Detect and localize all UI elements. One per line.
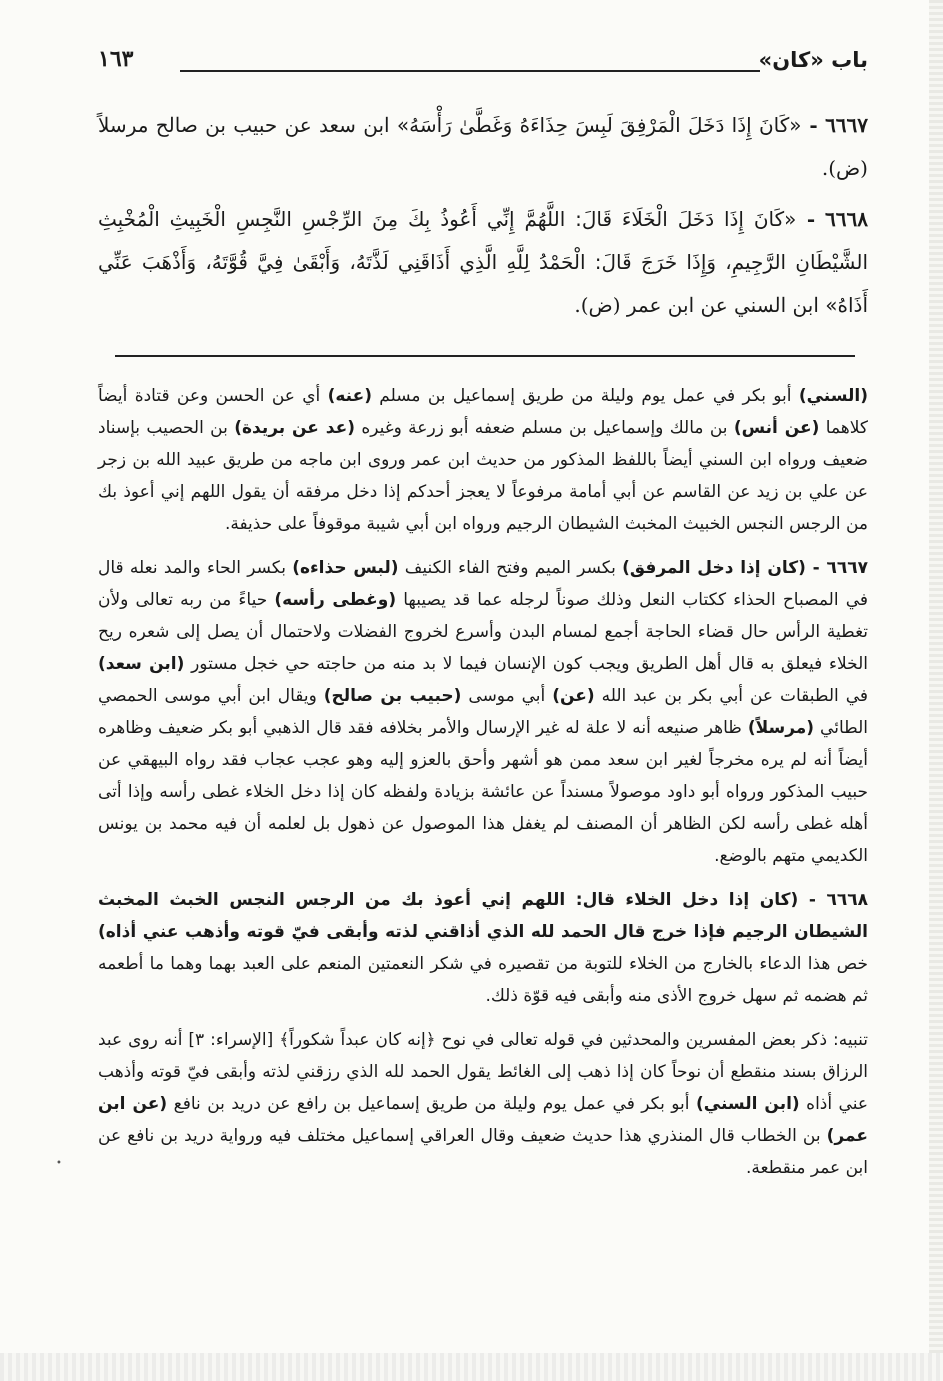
commentary-lemma: (عنه) (327, 386, 372, 406)
hadith-text-block (98, 104, 868, 335)
page-number: ١٦٣ (98, 46, 134, 72)
hadith-number: ٦٦٦٨ (825, 207, 869, 231)
commentary-lemma: (عن ابن عمر) (98, 1094, 868, 1146)
commentary-paragraph (98, 884, 868, 1012)
commentary-lemma: ٦٦٦٨ - (كان إذا دخل الخلاء قال: اللهم إني أعوذ بك من الرجس النجس الخبث المخبث الشيطان الرجيم فإذا خرج قال الحمد لله الذي أذاقني لذته وأبقى فيّ قوته وأذهب عني أذاه) (98, 890, 868, 942)
commentary-text: خص هذا الدعاء بالخارج من الخلاء للتوبة من تقصيره في شكر النعمتين المنعم على العبد بهما وهما ما أطعمه ثم هضمه ثم سهل خروج الأذى منه وأبقى فيه قوّة ذلك. (98, 954, 868, 1006)
commentary-divider (115, 355, 855, 357)
commentary-lemma: (السني) (798, 386, 868, 406)
commentary-lemma: (ابن سعد) (98, 654, 185, 674)
commentary-lemma: (عد عن بريدة) (234, 418, 355, 438)
commentary-text: أبو بكر في عمل يوم وليلة من طريق إسماعيل بن رافع عن دريد بن نافع (167, 1094, 696, 1114)
commentary-text: أبو بكر في عمل يوم وليلة من طريق إسماعيل بن مسلم (371, 386, 799, 406)
hadith-source: ابن سعد عن حبيب بن صالح مرسلاً (ض). (98, 113, 868, 180)
commentary-text: في الطبقات عن أبي بكر بن عبد الله (594, 686, 869, 706)
commentary-text: أي عن الحسن وعن قتادة أيضاً كلاهما (98, 386, 868, 438)
commentary-lemma: (ابن السني) (696, 1094, 800, 1114)
commentary-text: حياءً من ربه تعالى ولأن تغطية الرأس حال قضاء الحاجة أجمع لمسام البدن وأسرع لخروج الفضلات ولاحتمال أن يصل إلى شعره ريح الخلاء فيعلق به قال أهل الطريق ويجب كون الإنسان فيما لا بد منه من حاجته حي خجل مستور (98, 590, 868, 674)
commentary-paragraph (98, 1024, 868, 1184)
commentary-text: بن الحصيب بإسناد ضعيف ورواه ابن السني أيضاً باللفظ المذكور من حديث ابن عمر وروى ابن ماجه من طريق عبيد الله بن زجر عن علي بن زيد عن القاسم عن أبي أمامة مرفوعاً لا يعجز أحدكم إذا دخل مرفقه أن يقول اللهم إني أعوذ بك من الرجس النجس الخبيث المخبث الشيطان الرجيم ورواه ابن أبي شيبة موقوفاً على حذيفة. (98, 418, 868, 534)
chapter-title: باب «كان» (758, 48, 868, 72)
scan-mark: • (56, 1158, 62, 1169)
commentary-lemma: (وغطى رأسه) (274, 590, 397, 610)
hadith-entry: ٦٦٦٧ - «كَانَ إِذَا دَخَلَ الْمَرْفِقَ لَبِسَ حِذَاءَهُ وَغَطَّىٰ رَأْسَهُ» ابن سعد عن حبيب بن صالح مرسلاً (ض). (98, 113, 869, 180)
commentary-lemma: (مرسلاً) (747, 718, 815, 738)
page-header (98, 48, 868, 80)
commentary-block (98, 380, 868, 1196)
commentary-lemma: (حبيب بن صالح) (323, 686, 462, 706)
commentary-text: بكسر الحاء والمد نعله قال في المصباح الحذاء ككتاب النعل وذلك صوناً لرجله عما قد يصيبها (98, 558, 868, 610)
hadith-text: «كَانَ إِذَا دَخَلَ الْمَرْفِقَ لَبِسَ حِذَاءَهُ وَغَطَّىٰ رَأْسَهُ» (396, 113, 802, 137)
hadith-text: «كَانَ إِذَا دَخَلَ الْخَلَاءَ قَالَ: اللَّهُمَّ إِنِّي أَعُوذُ بِكَ مِنَ الرِّجْسِ النَّجِسِ الْخَبِيثِ الْمُخْبِثِ الشَّيْطَانِ الرَّجِيمِ، وَإِذَا خَرَجَ قَالَ: الْحَمْدُ لِلَّهِ الَّذِي أَذَاقَنِي لَذَّتَهُ، وَأَبْقَىٰ فِيَّ قُوَّتَهُ، وَأَذْهَبَ عَنِّي أَذَاهُ» (98, 207, 868, 317)
scan-edge (929, 0, 943, 1381)
commentary-text: بن مالك وإسماعيل بن مسلم ضعفه أبو زرعة وغيره (354, 418, 734, 438)
commentary-lemma: (لبس حذاءه) (292, 558, 399, 578)
commentary-paragraph (98, 552, 868, 872)
hadith-entry: ٦٦٦٨ - «كَانَ إِذَا دَخَلَ الْخَلَاءَ قَالَ: اللَّهُمَّ إِنِّي أَعُوذُ بِكَ مِنَ الرِّجْسِ النَّجِسِ الْخَبِيثِ الْمُخْبِثِ الشَّيْطَانِ الرَّجِيمِ، وَإِذَا خَرَجَ قَالَ: الْحَمْدُ لِلَّهِ الَّذِي أَذَاقَنِي لَذَّتَهُ، وَأَبْقَىٰ فِيَّ قُوَّتَهُ، وَأَذْهَبَ عَنِّي أَذَاهُ» ابن السني عن ابن عمر (ض). (98, 207, 869, 317)
commentary-text: أبي موسى (461, 686, 553, 706)
commentary-text: بن الخطاب قال المنذري هذا حديث ضعيف وقال العراقي إسماعيل مختلف فيه ورواية دريد بن نافع عن ابن عمر منقطعة. (98, 1126, 868, 1178)
commentary-paragraph (98, 380, 868, 540)
commentary-text: بكسر الميم وفتح الفاء الكنيف (398, 558, 623, 578)
commentary-text: ويقال ابن أبي موسى الحمصي الطائي (98, 686, 868, 738)
scan-edge (0, 1353, 943, 1381)
commentary-text: ظاهر صنيعه أنه لا علة له غير الإرسال والأمر بخلافه فقد قال الذهبي أبو بكر ضعيف وظاهره أيضاً أنه لم يره مخرجاً لغير ابن سعد ممن هو أشهر وأحق بالعزو إليه وهو عجب عجاب فقد رواه البيهقي عن حبيب المذكور ورواه أبو داود موصولاً مسنداً عن عائشة بزيادة ولفظه كان إذا دخل الخلاء غطى رأسه وإذا أتى أهله غطى رأسه لكن الظاهر أن المصنف لم يغفل هذا الموصول عن ذهول بل لعلمه أن فيه محمد بن يونس الكديمي متهم بالوضع. (98, 718, 868, 866)
header-rule (180, 70, 760, 72)
commentary-lemma: (عن) (552, 686, 595, 706)
commentary-lemma: (عن أنس) (733, 418, 820, 438)
hadith-number: ٦٦٦٧ (825, 113, 869, 137)
commentary-lemma: ٦٦٦٧ - (كان إذا دخل المرفق) (622, 558, 869, 578)
commentary-text: تنبيه: ذكر بعض المفسرين والمحدثين في قوله تعالى في نوح ﴿إنه كان عبداً شكوراً﴾ [الإسراء: ٣] أنه روى عبد الرزاق بسند منقطع أن نوحاً كان إذا ذهب إلى الغائط يقول الحمد لله الذي رزقني لذته وأبقى فيّ قوته وأذهب عني أذاه (98, 1030, 869, 1114)
hadith-source: ابن السني عن ابن عمر (ض). (574, 293, 819, 317)
